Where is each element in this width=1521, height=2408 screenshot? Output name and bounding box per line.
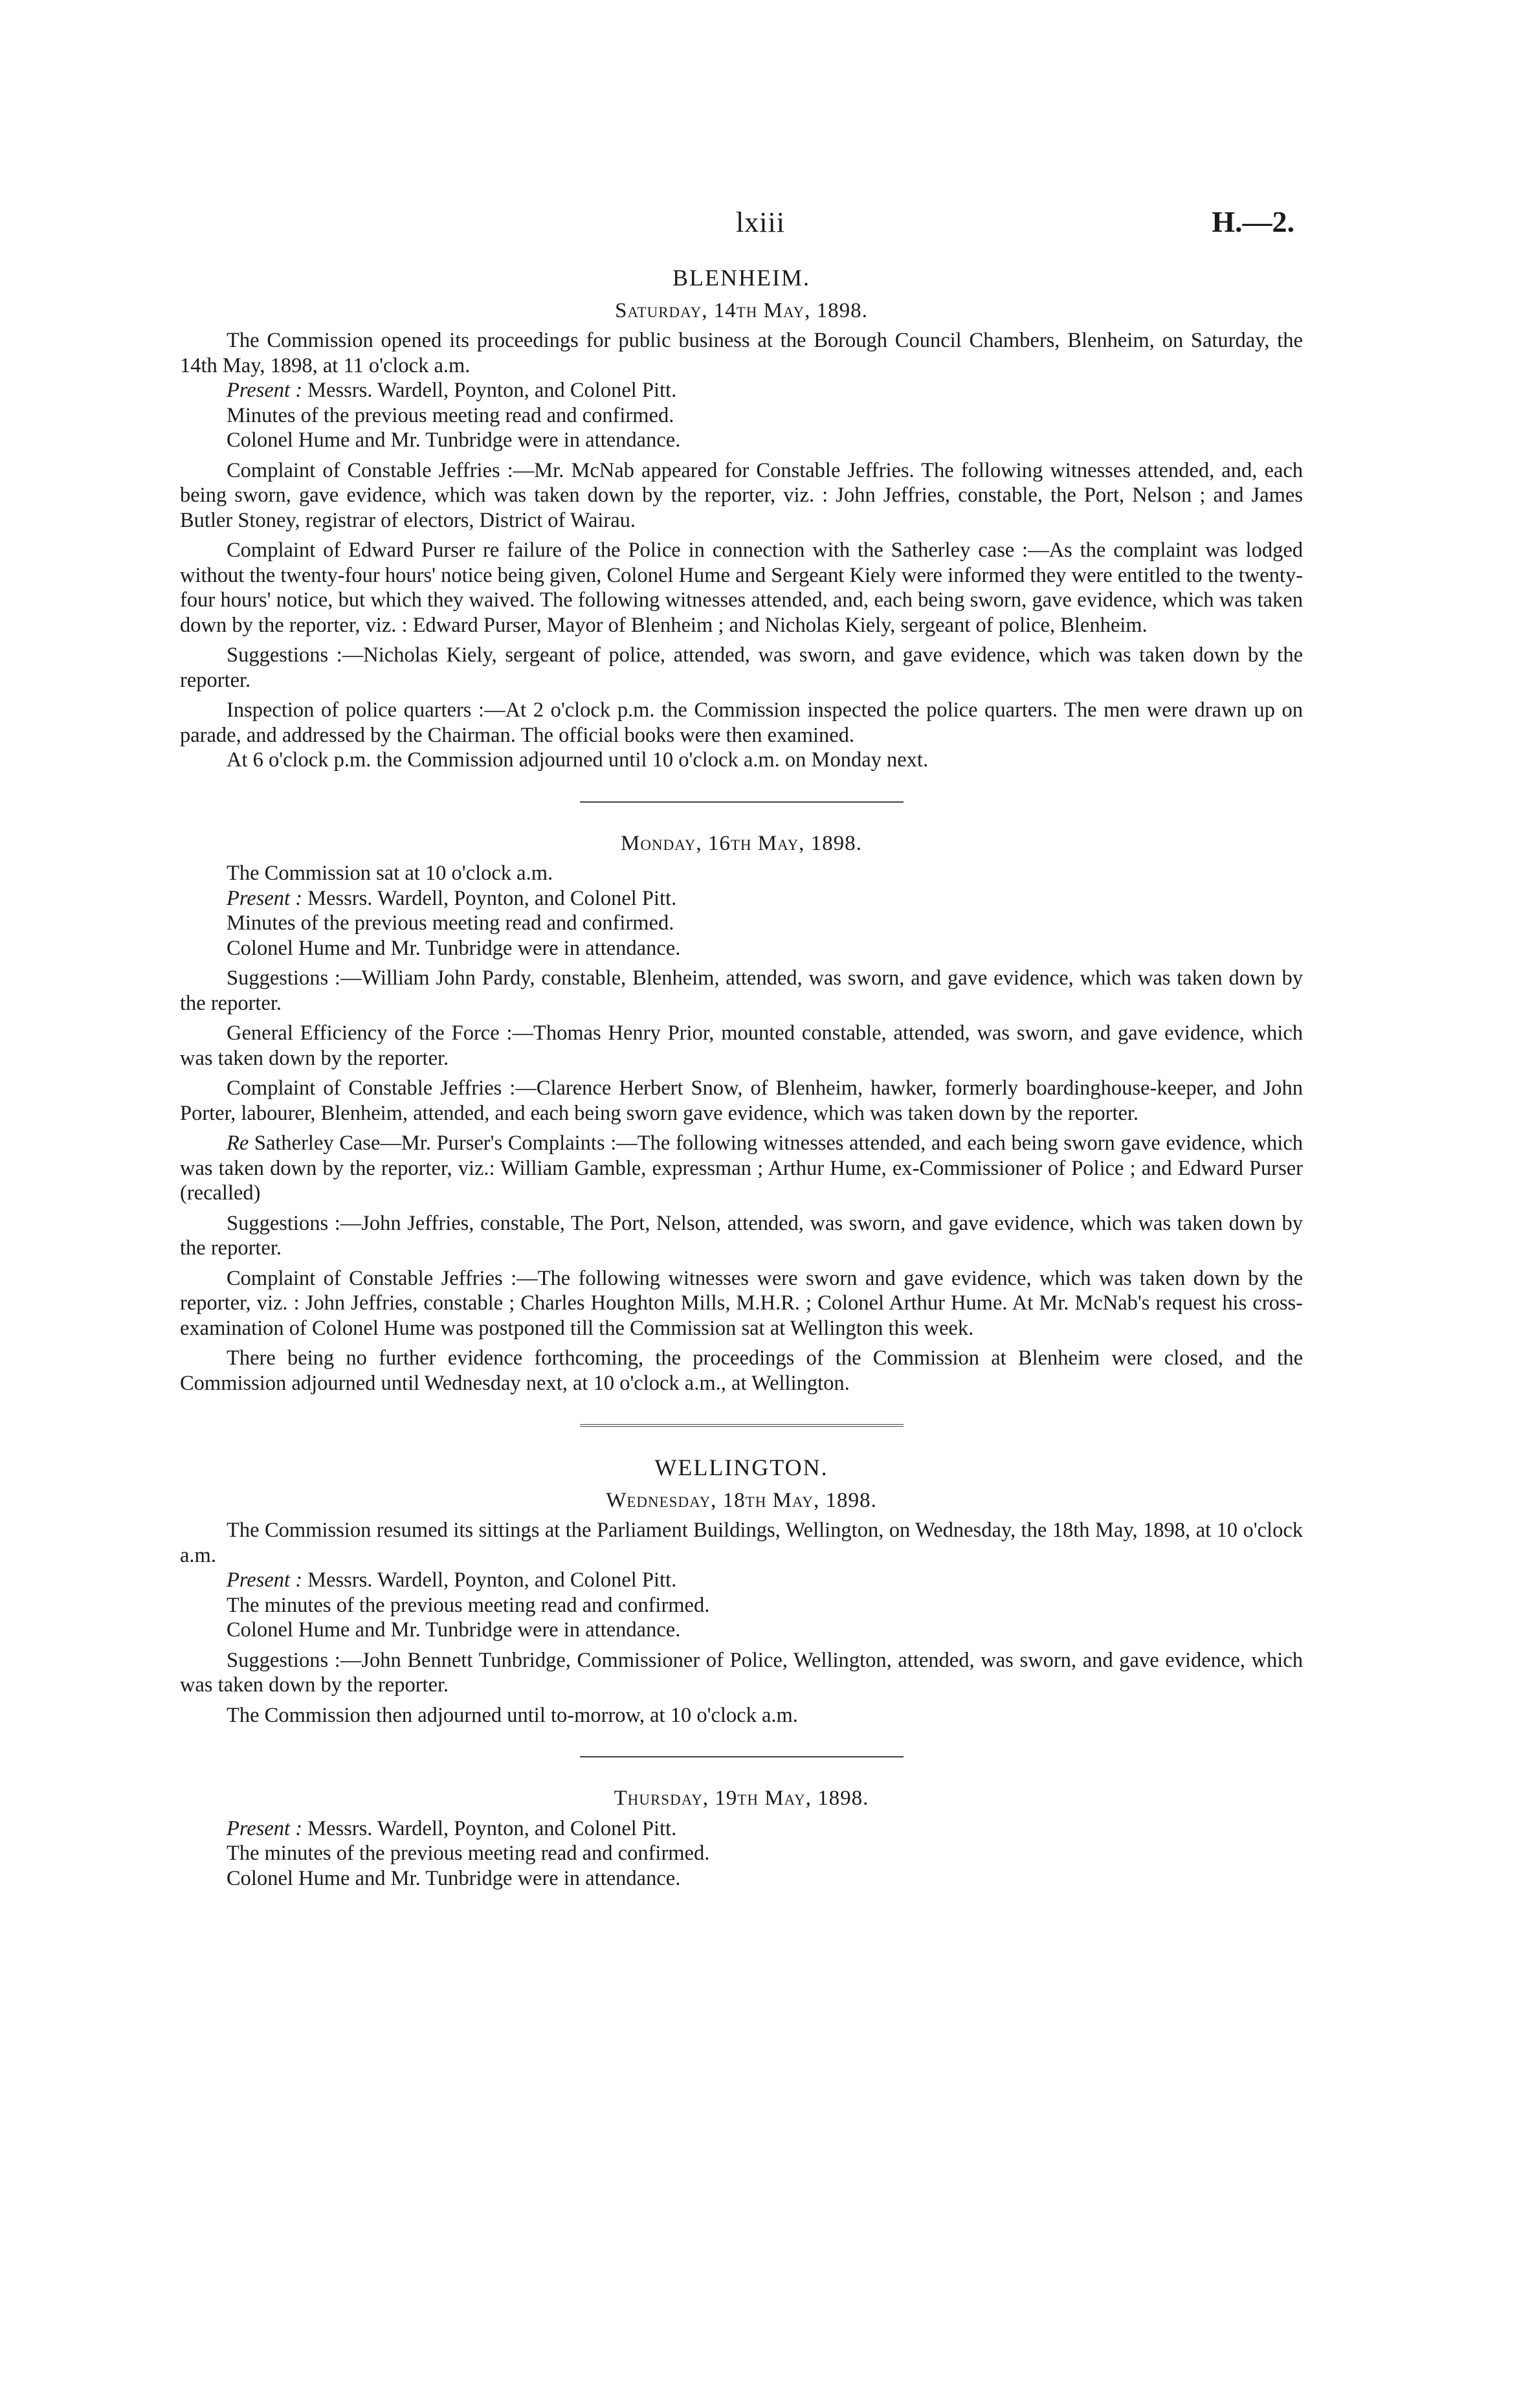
section-heading-wellington: WELLINGTON. — [654, 1455, 828, 1480]
paragraph: At 6 o'clock p.m. the Commission adjourned until 10 o'clock a.m. on Monday next. — [227, 748, 929, 772]
paragraph: There being no further evidence forthcoming, the proceedings of the Commission at Blenheim were closed, and the Commission adjourned until Wednesday next, at 10 o'clock a.m., at Wellington. — [180, 1346, 1303, 1395]
paragraph: Minutes of the previous meeting read and confirmed. — [227, 911, 674, 935]
date-heading-wednesday: Wednesday, 18th May, 1898. — [606, 1488, 877, 1512]
document-body — [180, 265, 1303, 1891]
present-line: Present : Messrs. Wardell, Poynton, and Colonel Pitt. — [227, 1816, 677, 1840]
present-line: Present : Messrs. Wardell, Poynton, and Colonel Pitt. — [227, 379, 677, 402]
paragraph: Suggestions :—John Bennett Tunbridge, Commissioner of Police, Wellington, attended, was sworn, and gave evidence, which was taken down by the reporter. — [180, 1648, 1303, 1697]
paragraph: The Commission then adjourned until to-morrow, at 10 o'clock a.m. — [227, 1703, 798, 1727]
paragraph: Complaint of Constable Jeffries :—Mr. McNab appeared for Constable Jeffries. The following witnesses attended, and, each being sworn, gave evidence, which was taken down by the reporter, viz. : John Jeffries, constable, the Port, Nelson ; and James Butler Stoney, registrar of electors, District of Wairau. — [180, 458, 1303, 532]
paragraph: The Commission resumed its sittings at the Parliament Buildings, Wellington, on Wednesday, the 18th May, 1898, at 10 o'clock a.m. — [180, 1519, 1303, 1567]
section-divider — [580, 801, 904, 803]
paragraph: Colonel Hume and Mr. Tunbridge were in attendance. — [227, 936, 681, 960]
paragraph: The minutes of the previous meeting read and confirmed. — [227, 1593, 710, 1617]
paragraph: Complaint of Edward Purser re failure of the Police in connection with the Satherley case :—As the complaint was lodged without the twenty-four hours' notice being given, Colonel Hume and Sergeant Kiely were informed they were entitled to the twenty-four hours' notice, but which they waived. The following witnesses attended, and, each being sworn, gave evidence, which was taken down by the reporter, viz. : Edward Purser, Mayor of Blenheim ; and Nicholas Kiely, sergeant of police, Blenheim. — [180, 539, 1303, 637]
paragraph: Minutes of the previous meeting read and confirmed. — [227, 403, 674, 427]
paragraph: General Efficiency of the Force :—Thomas Henry Prior, mounted constable, attended, was sworn, and gave evidence, which was taken down by the reporter. — [180, 1021, 1303, 1070]
paragraph: The minutes of the previous meeting read and confirmed. — [227, 1842, 710, 1865]
date-heading-thursday: Thursday, 19th May, 1898. — [614, 1787, 869, 1810]
present-line: Present : Messrs. Wardell, Poynton, and Colonel Pitt. — [227, 1568, 677, 1592]
date-heading-monday: Monday, 16th May, 1898. — [621, 831, 862, 855]
document-reference: H.—2. — [1212, 205, 1294, 238]
section-heading-blenheim: BLENHEIM. — [672, 265, 810, 291]
section-divider-double — [580, 1424, 904, 1427]
date-heading-saturday: Saturday, 14th May, 1898. — [615, 298, 868, 322]
paragraph: Complaint of Constable Jeffries :—The following witnesses were sworn and gave evidence, which was taken down by the reporter, viz. : John Jeffries, constable ; Charles Houghton Mills, M.H.R. ; Colonel Arthur Hume. At Mr. McNab's request his cross-examination of Colonel Hume was postponed till the Commission sat at Wellington this week. — [180, 1266, 1303, 1340]
paragraph: The Commission opened its proceedings for public business at the Borough Council Chambers, Blenheim, on Saturday, the 14th May, 1898, at 11 o'clock a.m. — [180, 329, 1303, 377]
paragraph: The Commission sat at 10 o'clock a.m. — [227, 862, 553, 885]
paragraph: Colonel Hume and Mr. Tunbridge were in attendance. — [227, 1618, 681, 1642]
present-line: Present : Messrs. Wardell, Poynton, and Colonel Pitt. — [227, 886, 677, 910]
page-number: lxiii — [736, 206, 785, 238]
paragraph: Complaint of Constable Jeffries :—Clarence Herbert Snow, of Blenheim, hawker, formerly boardinghouse-keeper, and John Porter, labourer, Blenheim, attended, and each being sworn gave evidence, which was taken down by the reporter. — [180, 1076, 1303, 1125]
paragraph: Re Satherley Case—Mr. Purser's Complaints :—The following witnesses attended, and each being sworn gave evidence, which was taken down by the reporter, viz.: William Gamble, expressman ; Arthur Hume, ex-Commissioner of Police ; and Edward Purser (recalled) — [180, 1132, 1303, 1205]
paragraph: Suggestions :—William John Pardy, constable, Blenheim, attended, was sworn, and gave evidence, which was taken down by the reporter. — [180, 966, 1303, 1015]
paragraph: Colonel Hume and Mr. Tunbridge were in attendance. — [227, 429, 681, 452]
paragraph: Suggestions :—Nicholas Kiely, sergeant of police, attended, was sworn, and gave evidence, which was taken down by the reporter. — [180, 643, 1303, 692]
paragraph: Colonel Hume and Mr. Tunbridge were in attendance. — [227, 1866, 681, 1890]
paragraph: Suggestions :—John Jeffries, constable, The Port, Nelson, attended, was sworn, and gave evidence, which was taken down by the reporter. — [180, 1211, 1303, 1260]
paragraph: Inspection of police quarters :—At 2 o'clock p.m. the Commission inspected the police quarters. The men were drawn up on parade, and addressed by the Chairman. The official books were then examined. — [180, 698, 1303, 747]
section-divider — [580, 1756, 904, 1757]
